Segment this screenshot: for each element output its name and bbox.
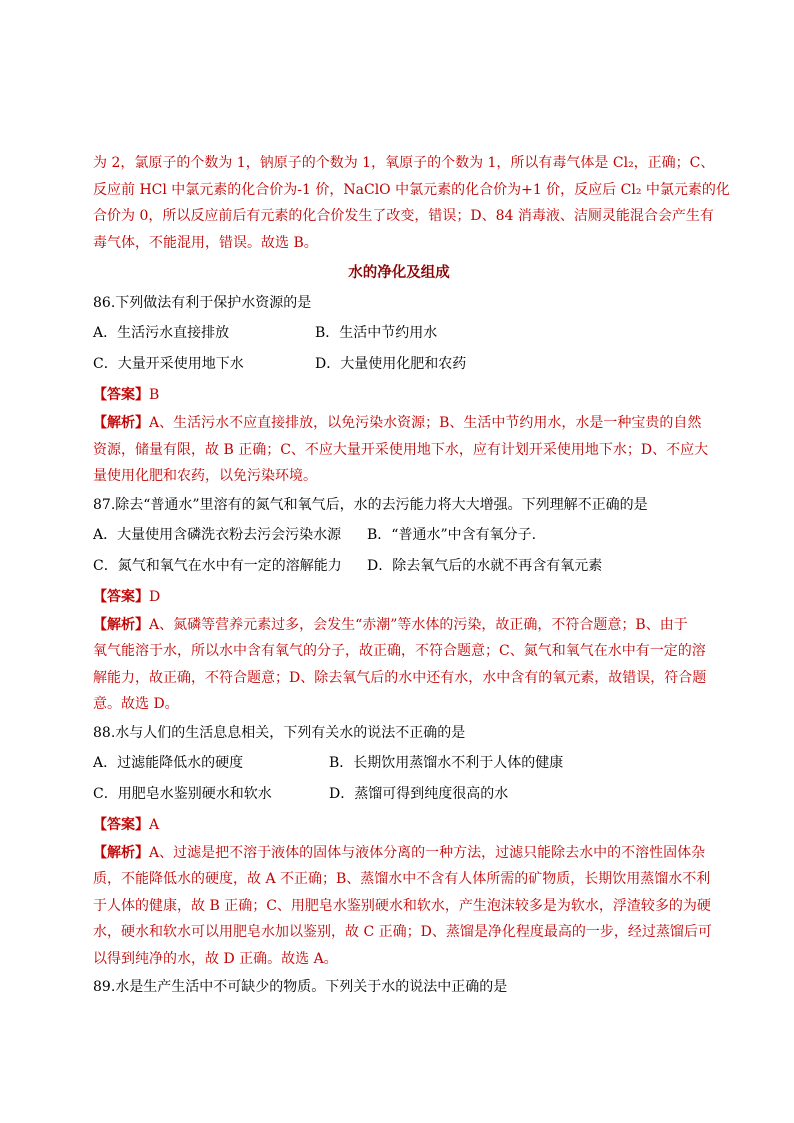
answer-line [93,810,705,840]
text-line: 为 2，氯原子的个数为 1，钠原子的个数为 1，氧原子的个数为 1，所以有毒气体是 Cl₂，正确；C、 [93,155,715,171]
explain-text: A、过滤是把不溶于液体的固体与液体分离的一种方法，过滤只能除去水中的不溶性固体杂 [149,844,706,861]
text-line: 毒气体，不能混用，错误。故选 B。 [93,234,318,251]
explain-line [93,612,705,639]
explain-line [93,840,705,867]
option-d: D．除去氧气后的水就不再含有氧元素 [367,557,603,574]
document-page [93,150,730,1002]
question-stem: 89.水是生产生活中不可缺少的物质。下列关于水的说法中正确的是 [93,979,508,995]
answer-label: 【答案】 [93,816,149,833]
option-row [93,551,705,582]
explanation [93,612,705,718]
option-b: B．生活中节约用水 [315,325,438,341]
question-stem: 86.下列做法有利于保护水资源的是 [93,295,312,311]
continuation-explanation [93,150,730,256]
explain-line: 以得到纯净的水，故 D 正确。故选 A。 [93,950,338,967]
explanation [93,410,709,490]
answer-label: 【答案】 [93,588,149,605]
option-row [93,349,705,380]
question-87 [93,490,705,718]
option-d: D．蒸馏可得到纯度很高的水 [329,785,509,802]
answer-value: D [149,588,161,605]
answer-label: 【答案】 [93,387,149,403]
explain-label: 【解析】 [93,415,149,431]
explain-line: 资源，储量有限，故 B 正确；C、不应大量开采使用地下水，应有计划开采使用地下水；D、不应大 [93,441,709,458]
option-row [93,779,705,810]
question-stem: 87.除去“普通水”里溶有的氮气和氧气后，水的去污能力将大大增强。下列理解不正确的是 [93,496,648,513]
explain-line: 意。故选 D。 [93,696,179,712]
option-c: C．用肥皂水鉴别硬水和软水 [93,785,272,802]
option-row [93,520,705,551]
option-row [93,748,705,779]
explain-text: A、氮磷等营养元素过多，会发生“赤潮”等水体的污染，故正确，不符合题意；B、由于 [149,616,688,633]
option-b: B．长期饮用蒸馏水不利于人体的健康 [329,754,564,771]
option-a: A．大量使用含磷洗衣粉去污会污染水源 [93,526,342,543]
option-row [93,318,705,349]
option-c: C．氮气和氧气在水中有一定的溶解能力 [93,557,342,574]
explain-line: 解能力，故正确，不符合题意；D、除去氧气后的水中还有水，水中含有的氧元素，故错误，符合题 [93,669,707,686]
explanation [93,840,712,973]
explain-line: 于人体的健康，故 B 正确；C、用肥皂水鉴别硬水和软水，产生泡沫较多是为软水，浮渣较多的为硬 [93,897,711,914]
section-title: 水的净化及组成 [348,264,450,281]
text-line: 合价为 0，所以反应前后有元素的化合价发生了改变，错误；D、84 消毒液、洁厕灵能混合会产生有 [93,208,714,224]
answer-value: B [149,387,160,403]
answer-line [93,582,705,612]
text-line: 反应前 HCl 中氯元素的化合价为-1 价，NaClO 中氯元素的化合价为+1 价，反应后 Cl₂ 中氯元素的化 [93,181,730,198]
explain-text: A、生活污水不应直接排放，以免污染水资源；B、生活中节约用水，水是一种宝贵的自然 [149,415,702,431]
question-86 [93,288,709,490]
option-d: D．大量使用化肥和农药 [315,356,467,372]
question-stem: 88.水与人们的生活息息相关，下列有关水的说法不正确的是 [93,724,466,741]
answer-value: A [149,816,160,833]
explain-line: 氧气能溶于水，所以水中含有氧气的分子，故正确，不符合题意；C、氮气和氧气在水中有一定的溶 [93,643,706,659]
explain-line: 水，硬水和软水可以用肥皂水加以鉴别，故 C 正确；D、蒸馏是净化程度最高的一步，经过蒸馏后可 [93,924,712,940]
explain-label: 【解析】 [93,844,149,861]
option-a: A．过滤能降低水的硬度 [93,754,244,771]
question-88 [93,718,712,973]
explain-line: 量使用化肥和农药，以免污染环境。 [93,468,317,484]
option-b: B．“普通水”中含有氧分子. [367,526,537,543]
explain-line: 质，不能降低水的硬度，故 A 不正确；B、蒸馏水中不含有人体所需的矿物质，长期饮用蒸馏水不利 [93,871,711,887]
option-a: A．生活污水直接排放 [93,325,230,341]
explain-label: 【解析】 [93,616,149,633]
answer-line [93,380,705,410]
question-89 [93,972,705,1002]
option-c: C．大量开采使用地下水 [93,356,244,372]
explain-line [93,410,705,437]
